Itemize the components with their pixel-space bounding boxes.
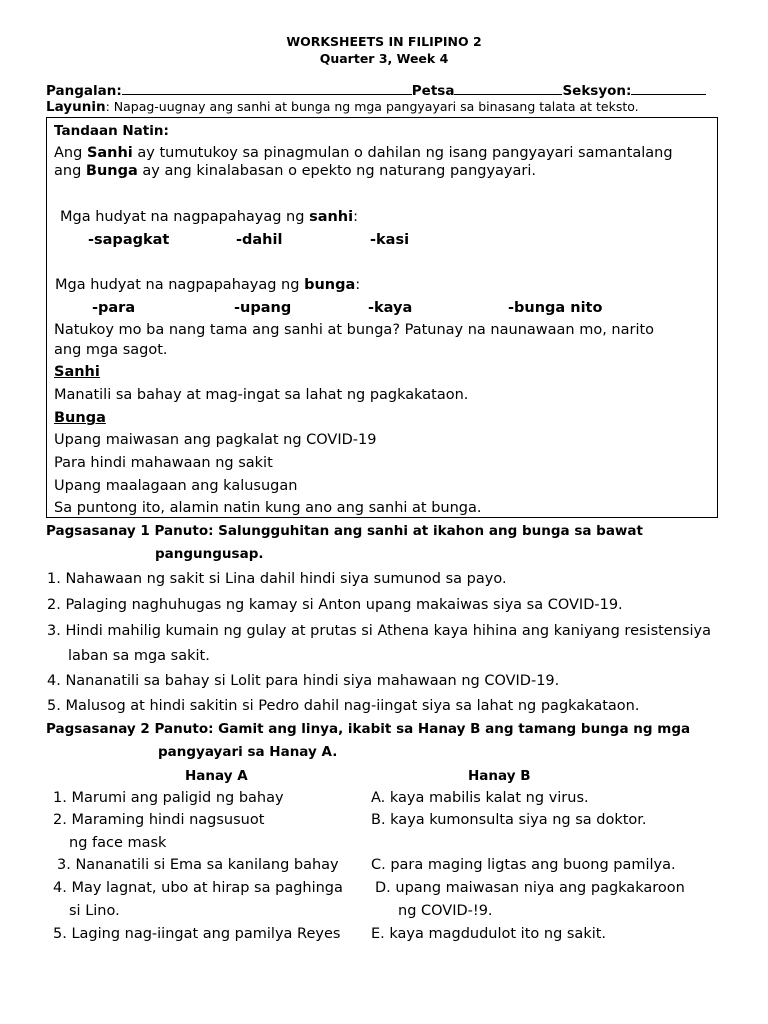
bunga-example: Upang maiwasan ang pagkalat ng COVID-19	[54, 432, 377, 448]
column-a-item-cont: ng face mask	[69, 835, 167, 851]
question-line-1: Natukoy mo ba nang tama ang sanhi at bunga? Patunay na naunawaan mo, narito	[54, 322, 655, 338]
section-field[interactable]	[631, 82, 706, 95]
section-label: Seksyon:	[562, 83, 632, 99]
column-b-item: E. kaya magdudulot ito ng sakit.	[371, 926, 607, 942]
definition-line-2: ang Bunga ay ang kinalabasan o epekto ng naturang pangyayari.	[54, 163, 536, 179]
bunga-marker: -bunga nito	[508, 300, 603, 316]
objective-label: Layunin	[46, 99, 106, 115]
bunga-heading: Bunga	[54, 410, 106, 426]
column-a-item: 5. Laging nag-iingat ang pamilya Reyes	[53, 926, 341, 942]
exercise2-instruction-cont: pangyayari sa Hanay A.	[158, 744, 338, 760]
column-b-item: D. upang maiwasan niya ang pagkakaroon	[375, 880, 685, 896]
exercise1-instruction: Pagsasanay 1 Panuto: Salungguhitan ang sanhi at ikahon ang bunga sa bawat	[46, 523, 643, 539]
sanhi-marker: -dahil	[236, 232, 283, 248]
exercise1-item: 1. Nahawaan ng sakit si Lina dahil hindi siya sumunod sa payo.	[47, 571, 507, 587]
column-b-item: C. para maging ligtas ang buong pamilya.	[371, 857, 676, 873]
column-a-item: 4. May lagnat, ubo at hirap sa paghinga	[53, 880, 343, 896]
lesson-heading: Tandaan Natin:	[54, 123, 169, 139]
objective	[46, 99, 639, 115]
column-b-item: A. kaya mabilis kalat ng virus.	[371, 790, 589, 806]
exercise1-item: 5. Malusog at hindi sakitin si Pedro dahil nag-iingat siya sa lahat ng pagkakataon.	[47, 698, 640, 714]
column-a-item: 2. Maraming hindi nagsusuot	[53, 812, 265, 828]
objective-text: : Napag-uugnay ang sanhi at bunga ng mga pangyayari sa binasang talata at teksto.	[105, 99, 639, 114]
column-a-item: 1. Marumi ang paligid ng bahay	[53, 790, 284, 806]
worksheet-title: WORKSHEETS IN FILIPINO 2	[286, 34, 482, 49]
name-field[interactable]	[122, 82, 412, 95]
bunga-cue-line: Mga hudyat na nagpapahayag ng bunga:	[55, 277, 361, 293]
exercise1-label: Pagsasanay 1	[46, 523, 150, 539]
bunga-marker: -upang	[234, 300, 292, 316]
bunga-example: Para hindi mahawaan ng sakit	[54, 455, 273, 471]
bunga-example: Upang maalagaan ang kalusugan	[54, 478, 298, 494]
date-label: Petsa	[411, 83, 455, 99]
exercise1-item: 3. Hindi mahilig kumain ng gulay at prutas si Athena kaya hihina ang kaniyang resistensiya	[47, 623, 711, 639]
bunga-marker: -para	[92, 300, 136, 316]
bunga-marker: -kaya	[368, 300, 413, 316]
definition-line-1: Ang Sanhi ay tumutukoy sa pinagmulan o dahilan ng isang pangyayari samantalang	[54, 145, 673, 161]
exercise2-label: Pagsasanay 2	[46, 721, 150, 737]
exercise1-item: 4. Nananatili sa bahay si Lolit para hindi siya mahawaan ng COVID-19.	[47, 673, 560, 689]
exercise2-instruction: Pagsasanay 2 Panuto: Gamit ang linya, ikabit sa Hanay B ang tamang bunga ng mga	[46, 721, 691, 737]
column-a-item: 3. Nananatili si Ema sa kanilang bahay	[57, 857, 339, 873]
sanhi-heading: Sanhi	[54, 364, 100, 380]
column-b-title: Hanay B	[468, 768, 531, 784]
worksheet-subtitle: Quarter 3, Week 4	[319, 51, 449, 66]
sanhi-marker: -kasi	[370, 232, 410, 248]
name-label: Pangalan:	[46, 83, 122, 99]
exercise1-item-cont: laban sa mga sakit.	[68, 648, 210, 664]
date-field[interactable]	[454, 82, 562, 95]
bunga-term: Bunga	[85, 163, 138, 179]
question-line-2: ang mga sagot.	[54, 342, 168, 358]
info-fields	[46, 82, 706, 99]
sanhi-cue-line: Mga hudyat na nagpapahayag ng sanhi:	[60, 209, 358, 225]
sanhi-marker: -sapagkat	[88, 232, 170, 248]
closing-line: Sa puntong ito, alamin natin kung ano ang sanhi at bunga.	[54, 500, 482, 516]
sanhi-term: Sanhi	[86, 145, 133, 161]
column-a-item-cont: si Lino.	[69, 903, 120, 919]
column-b-item: B. kaya kumonsulta siya ng sa doktor.	[371, 812, 647, 828]
sanhi-example: Manatili sa bahay at mag-ingat sa lahat ng pagkakataon.	[54, 387, 469, 403]
column-a-title: Hanay A	[185, 768, 248, 784]
exercise1-instruction-cont: pangungusap.	[155, 546, 264, 562]
column-b-item-cont: ng COVID-!9.	[398, 903, 493, 919]
exercise1-item: 2. Palaging naghuhugas ng kamay si Anton upang makaiwas siya sa COVID-19.	[47, 597, 623, 613]
